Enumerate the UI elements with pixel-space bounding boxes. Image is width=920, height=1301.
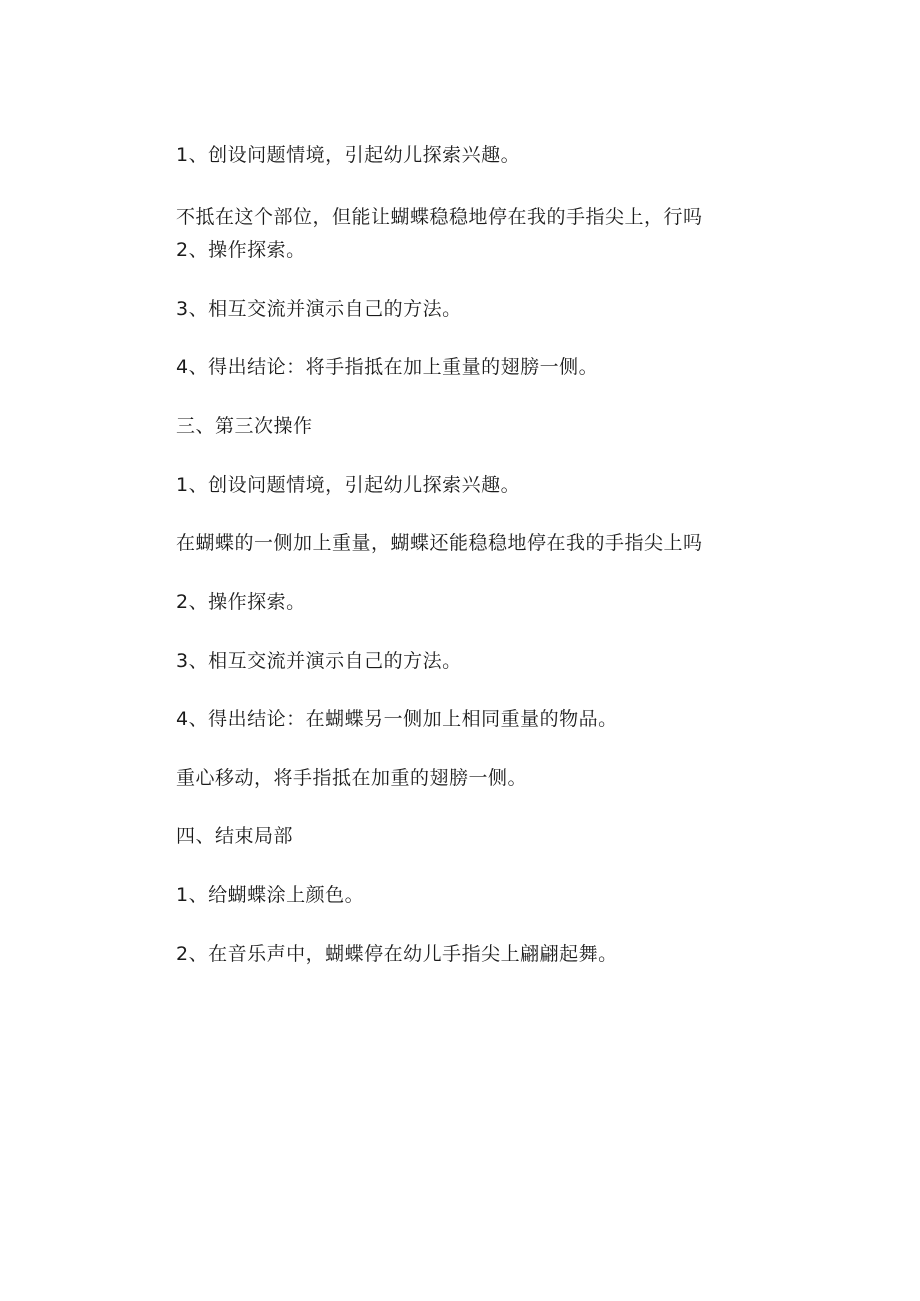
text-line-8: 在蝴蝶的一侧加上重量，蝴蝶还能稳稳地停在我的手指尖上吗 (176, 532, 703, 554)
text-line-3: 2、操作探索。 (176, 239, 306, 261)
text-line-7: 1、创设问题情境，引起幼儿探索兴趣。 (176, 474, 521, 496)
text-line-5: 4、得出结论：将手指抵在加上重量的翅膀一侧。 (176, 356, 599, 378)
text-line-15: 2、在音乐声中，蝴蝶停在幼儿手指尖上翩翩起舞。 (176, 943, 618, 965)
section-heading-4: 四、结束局部 (176, 825, 294, 847)
text-line-14: 1、给蝴蝶涂上颜色。 (176, 884, 365, 906)
text-line-9: 2、操作探索。 (176, 591, 306, 613)
text-line-10: 3、相互交流并演示自己的方法。 (176, 650, 462, 672)
text-line-4: 3、相互交流并演示自己的方法。 (176, 298, 462, 320)
text-line-2: 不抵在这个部位，但能让蝴蝶稳稳地停在我的手指尖上，行吗 (176, 206, 703, 228)
text-line-12: 重心移动，将手指抵在加重的翅膀一侧。 (176, 767, 528, 789)
text-line-11: 4、得出结论：在蝴蝶另一侧加上相同重量的物品。 (176, 708, 618, 730)
section-heading-3: 三、第三次操作 (176, 415, 313, 437)
text-line-1: 1、创设问题情境，引起幼儿探索兴趣。 (176, 144, 521, 166)
